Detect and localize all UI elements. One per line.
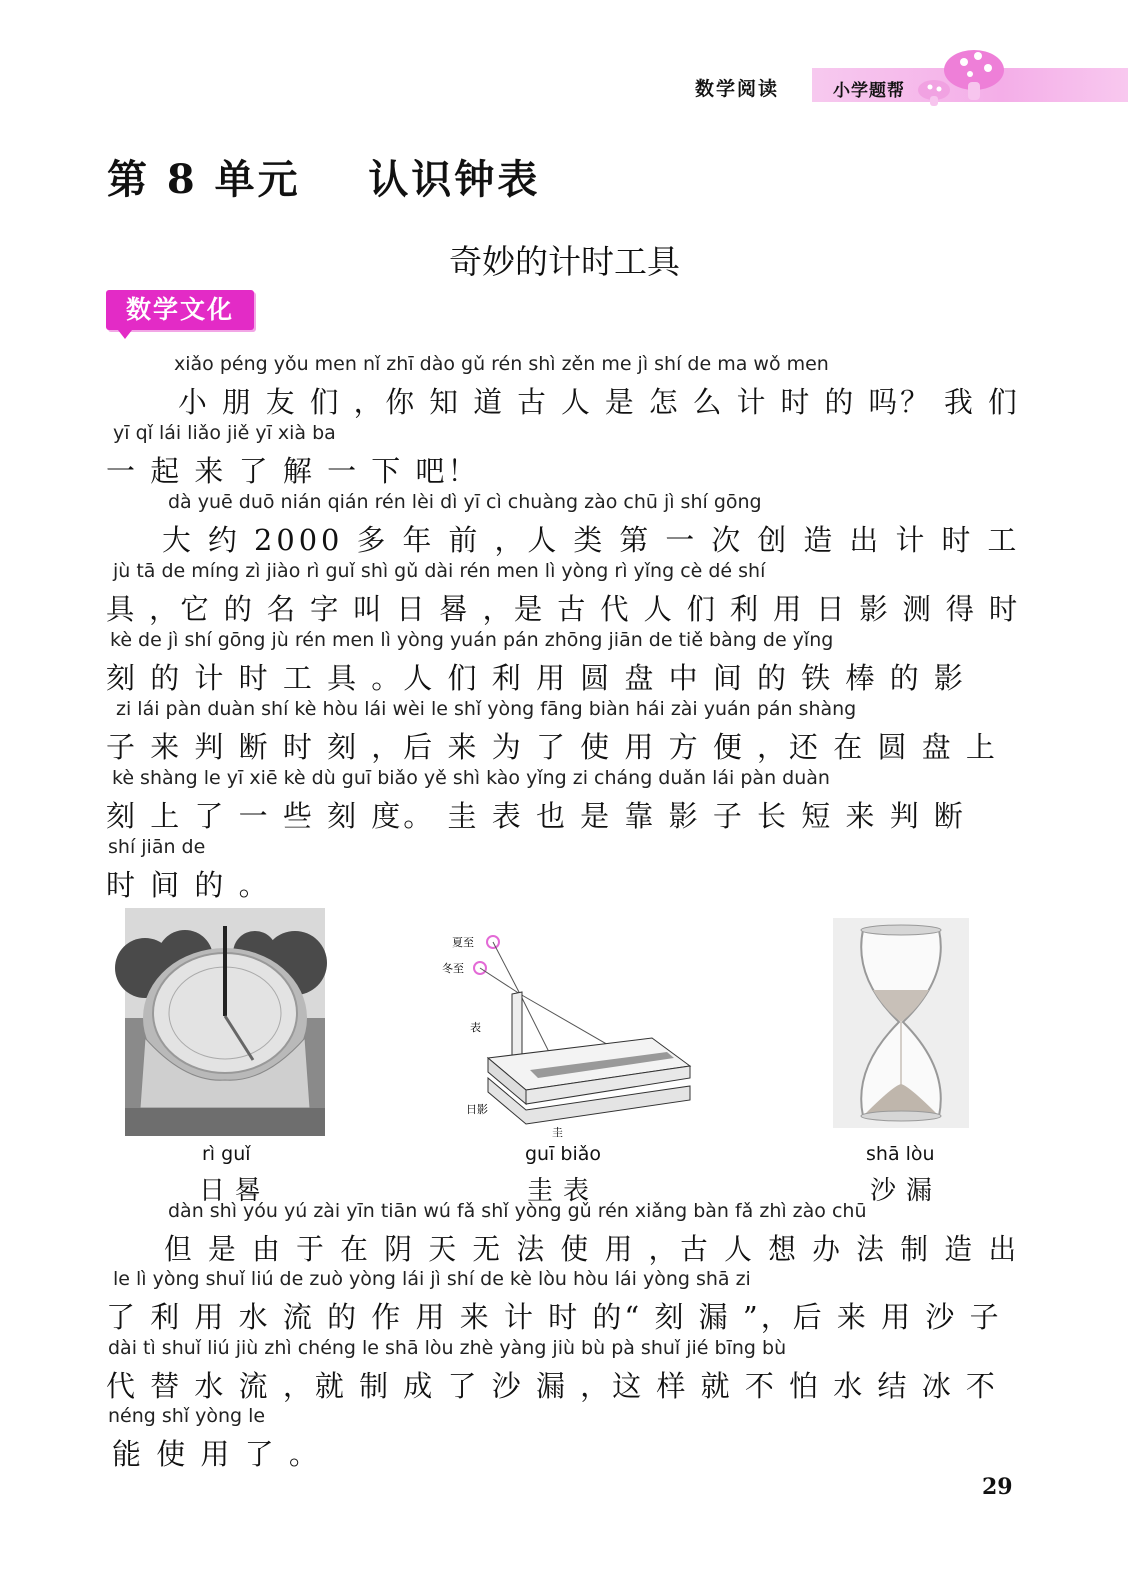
text-line: 刻 的 计 时 工 具 。人 们 利 用 圆 盘 中 间 的 铁 棒 的 影 [106,661,966,695]
winter-solstice-label: 冬至 [442,962,464,975]
pinyin-line: le lì yòng shuǐ liú de zuò yòng lái jì shí de kè lòu hòu lái yòng shā zi [113,1268,751,1290]
text-line: 了 利 用 水 流 的 作 用 来 计 时 的“ 刻 漏 ”，后 来 用 沙 子 [106,1300,1002,1334]
gui-label: 圭 [552,1126,563,1139]
pinyin-line: shí jiān de [108,836,206,858]
text-line: 一 起 来 了 解 一 下 吧！ [106,454,480,488]
pinyin-line: dài tì shuǐ liú jiù zhì chéng le shā lòu zhè yàng jiù bù pà shuǐ jié bīng bù [108,1337,787,1359]
page-number: 29 [982,1474,1013,1500]
pinyin-line: kè shàng le yī xiē kè dù guī biǎo yě shì kào yǐng zi cháng duǎn lái pàn duàn [112,767,830,789]
text-line: 小 朋 友 们 ，你 知 道 古 人 是 怎 么 计 时 的 吗？ 我 们 [178,385,1020,419]
caption-pinyin: guī biǎo [525,1143,602,1165]
text-line: 刻 上 了 一 些 刻 度。 圭 表 也 是 靠 影 子 长 短 来 判 断 [106,799,966,833]
text-line: 时 间 的 。 [106,868,271,902]
caption-pinyin: shā lòu [866,1143,935,1165]
text-line: 大 约 2000 多 年 前 ，人 类 第 一 次 创 造 出 计 时 工 [162,523,1021,557]
pinyin-line: kè de jì shí gōng jù rén men lì yòng yuán pán zhōng jiān de tiě bàng de yǐng [110,629,834,651]
section-badge: 数学文化 [106,290,254,330]
text-line: 能 使 用 了 。 [112,1437,321,1471]
gnomon-label: 表 [470,1021,481,1034]
book-title: 数学阅读 [695,78,780,100]
unit-title: 第 8 单元 认识钟表 [107,156,541,203]
header-tag: 小学题帮 [833,81,905,101]
caption-text: 圭表 [527,1176,600,1206]
pinyin-line: dà yuē duō nián qián rén lèi dì yī cì chuàng zào chū jì shí gōng [168,491,762,513]
pinyin-line: xiǎo péng yǒu men nǐ zhī dào gǔ rén shì zěn me jì shí de ma wǒ men [174,353,829,375]
mushroom-icon [912,42,1022,112]
article-title: 奇妙的计时工具 [449,242,680,281]
caption-text: 日晷 [199,1176,272,1206]
caption-text: 沙漏 [870,1176,943,1206]
sundial-image [125,908,325,1136]
summer-solstice-label: 夏至 [452,936,474,949]
text-line: 具 ，它 的 名 字 叫 日 晷 ，是 古 代 人 们 利 用 日 影 测 得 时 [106,592,1021,626]
pinyin-line: zi lái pàn duàn shí kè hòu lái wèi le shǐ yòng fāng biàn hái zài yuán pán shàng [116,698,857,720]
pinyin-line: néng shǐ yòng le [108,1405,266,1427]
gnomon-diagram [442,928,697,1139]
text-line: 子 来 判 断 时 刻 ，后 来 为 了 使 用 方 便 ，还 在 圆 盘 上 [106,730,998,764]
pinyin-line: jù tā de míng zì jiào rì guǐ shì gǔ dài rén men lì yòng rì yǐng cè dé shí [113,560,766,582]
text-line: 但 是 由 于 在 阴 天 无 法 使 用 ，古 人 想 办 法 制 造 出 [164,1232,1020,1266]
shadow-label: 日影 [466,1103,488,1116]
badge-tail [118,330,132,339]
caption-pinyin: rì guǐ [202,1143,251,1165]
hourglass-image [833,918,969,1128]
pinyin-line: yī qǐ lái liǎo jiě yī xià ba [113,422,336,444]
pinyin-line: dàn shì yóu yú zài yīn tiān wú fǎ shǐ yòng gǔ rén xiǎng bàn fǎ zhì zào chū [168,1200,867,1222]
text-line: 代 替 水 流 ，就 制 成 了 沙 漏 ，这 样 就 不 怕 水 结 冰 不 [106,1369,998,1403]
